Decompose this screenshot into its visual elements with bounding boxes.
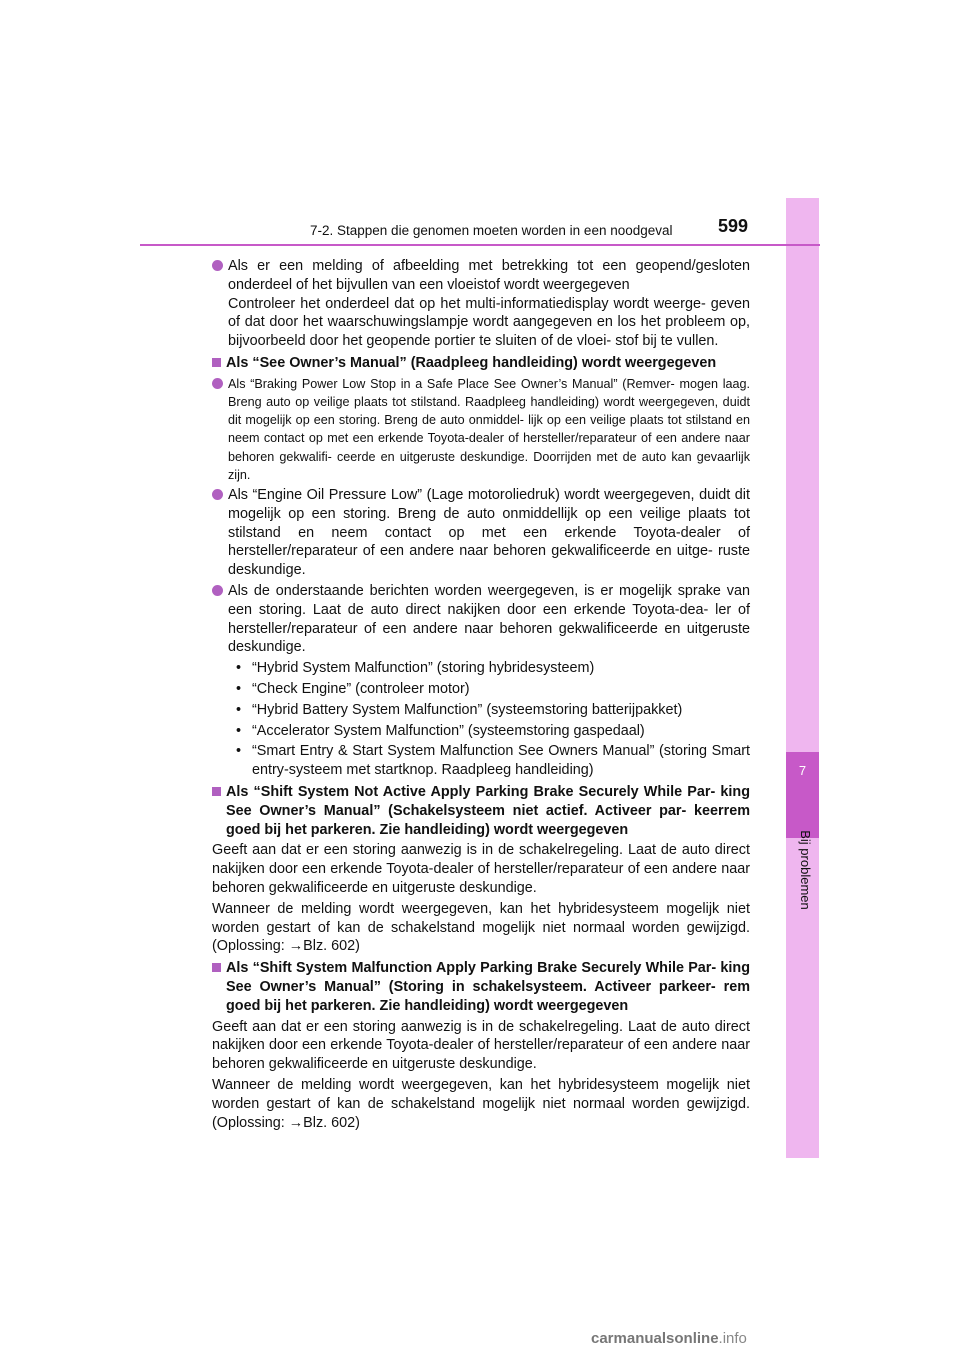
chapter-side-tab: [786, 198, 819, 1158]
bullet-open-part: [212, 257, 750, 351]
list-item: [228, 680, 750, 699]
header-divider: [140, 244, 820, 246]
bullet-text: Controleer het onderdeel dat op het multi-informatiedisplay wordt weerge- geven of dat door het waarschuwingslampje wordt aangegeven en los het probleem op, bijvoorbeeld door het geopende portier te sluiten of de vloei- stof bij te vullen.: [228, 295, 750, 350]
paragraph: Geeft aan dat er een storing aanwezig is in de schakelregeling. Laat de auto direct nakijken door een erkende Toyota-dealer of hersteller/reparateur of een andere naar behoren gekwalificeerde en uitgeruste deskundige.: [212, 842, 750, 896]
circle-bullet-icon: [212, 489, 223, 500]
watermark[interactable]: [591, 1330, 747, 1347]
list-item-text: “Accelerator System Malfunction” (systeemstoring gaspedaal): [252, 722, 645, 739]
bullet-text: Als “Engine Oil Pressure Low” (Lage motoroliedruk) wordt weergegeven, duidt dit mogelijk op een storing. Breng de auto onmiddellijk op een veilige plaats tot stilstand en neem contact op met een erkende Toyota-dealer of hersteller/reparateur of een andere naar behoren gekwalificeerde en uitge- ruste deskundige.: [228, 487, 750, 579]
bullet-text: Als “Braking Power Low Stop in a Safe Place See Owner’s Manual” (Remver- mogen laag. Breng auto op veilige plaats tot stilstand. Raadpleeg handleiding) wordt weergegeven, duidt dit mogelijk op een storing. Breng de auto onmiddel- lijk op een veilige plaats tot stilstand en neem contact op met een erkende Toyota-dealer of hersteller/reparateur of een andere naar behoren gekwalifi- ceerde en uitgeruste deskundige. Doorrijden met de auto kan gevaarlijk zijn.: [228, 376, 750, 482]
list-item: [228, 742, 750, 780]
list-item-text: “Check Engine” (controleer motor): [252, 680, 470, 697]
heading-text: Als “Shift System Malfunction Apply Parking Brake Securely While Par- king See Owner’s Manual” (Storing in schakelsysteem. Activeer parkeer- rem goed bij het parkeren. Zie handleiding) wordt weergegeven: [226, 960, 750, 1014]
dot-bullet: •: [236, 680, 242, 697]
heading-text: Als “Shift System Not Active Apply Parking Brake Securely While Par- king See Owner’s Manual” (Schakelsysteem niet actief. Activeer par- keerrem goed bij het parkeren. Zie handleiding) wordt weergegeven: [226, 783, 750, 838]
square-bullet-icon: [212, 963, 221, 972]
page-number: 599: [718, 216, 749, 236]
bullet-messages: [212, 582, 750, 780]
dot-bullet: •: [236, 743, 242, 760]
dot-bullet: •: [236, 660, 242, 677]
bullet-text: Als de onderstaande berichten worden weergegeven, is er mogelijk sprake van een storing. Laat de auto direct nakijken door een erkende Toyota-dea- ler of hersteller/reparateur of een andere naar behoren gekwalificeerde en uitgeruste deskundige.: [228, 582, 750, 656]
dot-bullet: •: [236, 722, 242, 739]
square-bullet-icon: [212, 358, 221, 367]
bullet-oil: [212, 486, 750, 580]
list-item: [228, 722, 750, 741]
heading-see-manual: [212, 354, 750, 373]
section-header: 7-2. Stappen die genomen moeten worden in een noodgeval: [310, 223, 673, 238]
watermark-suffix: .info: [718, 1330, 747, 1347]
message-list: [228, 659, 750, 780]
heading-shift-malfunction: [212, 959, 750, 1015]
circle-bullet-icon: [212, 585, 223, 596]
dot-bullet: •: [236, 701, 242, 718]
bullet-title: Als er een melding of afbeelding met betrekking tot een geopend/gesloten onderdeel of het bijvullen van een vloeistof wordt weergegeven: [228, 258, 750, 293]
heading-text: Als “See Owner’s Manual” (Raadpleeg handleiding) wordt weergegeven: [226, 354, 717, 371]
list-item-text: “Smart Entry & Start System Malfunction See Owners Manual” (storing Smart entry-systeem met startknop. Raadpleeg handleiding): [252, 743, 750, 779]
chapter-number: 7: [798, 763, 807, 778]
paragraph: Geeft aan dat er een storing aanwezig is in de schakelregeling. Laat de auto direct nakijken door een erkende Toyota-dealer of hersteller/reparateur of een andere naar behoren gekwalificeerde en uitgeruste deskundige.: [212, 1018, 750, 1073]
circle-bullet-icon: [212, 260, 223, 271]
paragraph: Wanneer de melding wordt weergegeven, kan het hybridesysteem mogelijk niet worden gestart of kan de schakelstand mogelijk niet normaal worden gewijzigd. (Oplossing: →Blz. 602): [212, 1076, 750, 1131]
watermark-prefix: carmanualsonline: [591, 1330, 719, 1347]
page-content: [212, 255, 750, 1132]
list-item-text: “Hybrid System Malfunction” (storing hybridesysteem): [252, 660, 595, 677]
bullet-braking: [212, 375, 750, 484]
paragraph: Wanneer de melding wordt weergegeven, kan het hybridesysteem mogelijk niet worden gestart of kan de schakelstand mogelijk niet normaal worden gewijzigd. (Oplossing: →Blz. 602): [212, 900, 750, 955]
square-bullet-icon: [212, 787, 221, 796]
list-item-text: “Hybrid Battery System Malfunction” (systeemstoring batterijpakket): [252, 701, 683, 718]
heading-shift-not-active: [212, 783, 750, 839]
circle-bullet-icon: [212, 378, 223, 389]
list-item: [228, 659, 750, 678]
list-item: [228, 701, 750, 720]
chapter-title: Bij problemen: [798, 830, 813, 910]
